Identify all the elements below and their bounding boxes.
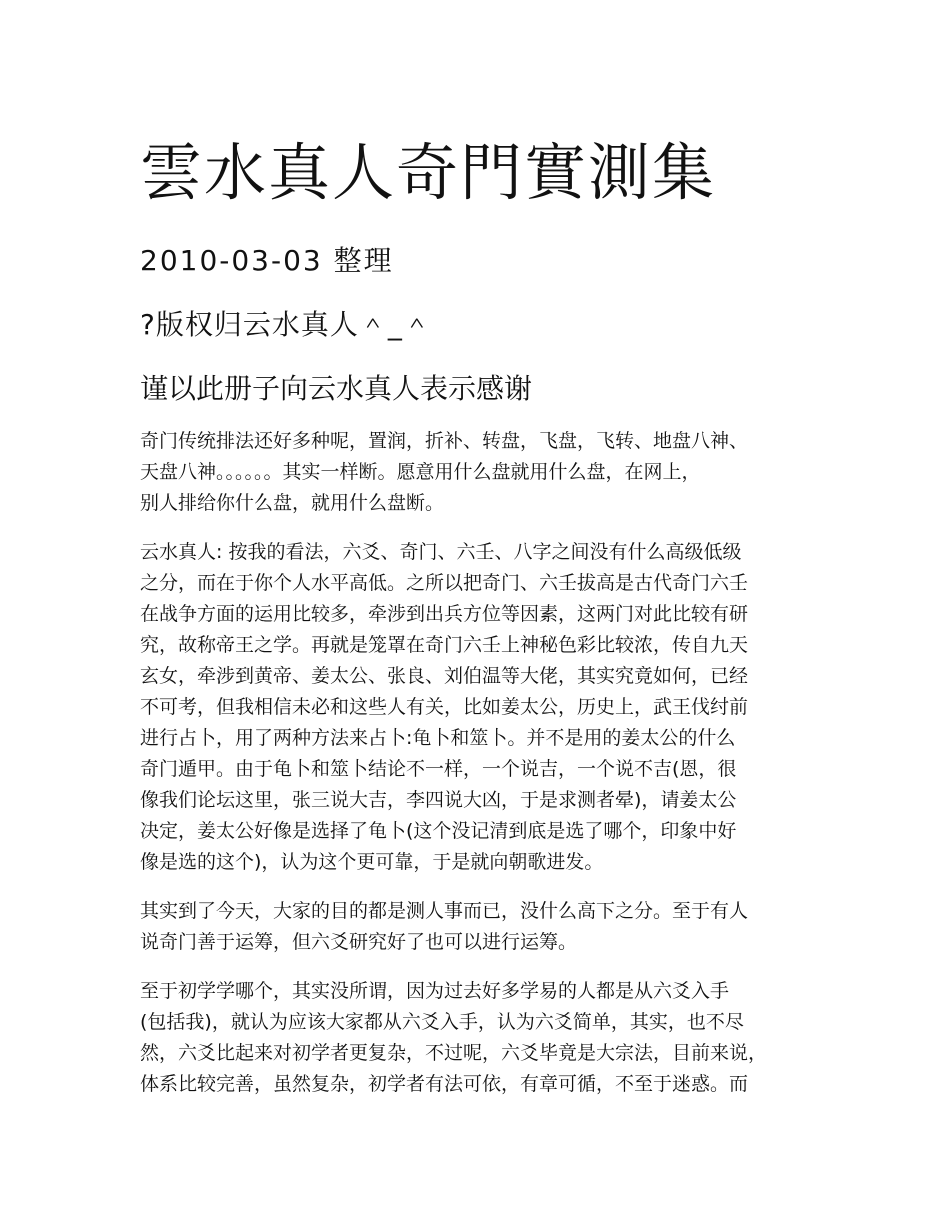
paragraph-line: 至于初学学哪个，其实没所谓，因为过去好多学易的人都是从六爻入手: [140, 980, 730, 1002]
paragraph-line: 别人排给你什么盘，就用什么盘断。: [140, 492, 445, 514]
document-date: 2010-03-03 整理: [140, 244, 394, 277]
paragraph-line: 在战争方面的运用比较多，牵涉到出兵方位等因素，这两门对此比较有研: [140, 603, 749, 625]
paragraph-line: 像我们论坛这里，张三说大吉，李四说大凶，于是求测者晕)，请姜太公: [140, 789, 737, 811]
document-page: [140, 138, 830, 1118]
body-paragraph: [140, 976, 830, 1100]
paragraph-line: 天盘八神。。。。。。其实一样断。愿意用什么盘就用什么盘，在网上，: [140, 461, 701, 483]
body-text: [140, 426, 830, 1100]
paragraph-line: 决定，姜太公好像是选择了龟卜(这个没记清到底是选了哪个，印象中好: [140, 820, 737, 842]
paragraph-line: 进行占卜，用了两种方法来占卜:龟卜和筮卜。并不是用的姜太公的什么: [140, 727, 736, 749]
paragraph-line: 奇门传统排法还好多种呢，置润，折补、转盘，飞盘，飞转、地盘八神、: [140, 430, 749, 452]
paragraph-line: 之分，而在于你个人水平高低。之所以把奇门、六壬拔高是古代奇门六壬: [140, 572, 749, 594]
body-paragraph: [140, 537, 830, 878]
paragraph-line: (包括我)，就认为应该大家都从六爻入手，认为六爻简单，其实，也不尽: [140, 1011, 744, 1033]
copyright-notice: ?版权归云水真人＾_＾: [140, 308, 432, 341]
paragraph-line: 其实到了今天，大家的目的都是测人事而已，没什么高下之分。至于有人: [140, 900, 749, 922]
paragraph-line: 体系比较完善，虽然复杂，初学者有法可依，有章可循，不至于迷惑。而: [140, 1073, 749, 1095]
paragraph-line: 究，故称帝王之学。再就是笼罩在奇门六壬上神秘色彩比较浓，传自九天: [140, 634, 749, 656]
paragraph-line: 然，六爻比起来对初学者更复杂，不过呢，六爻毕竟是大宗法，目前来说，: [140, 1042, 768, 1064]
paragraph-line: 不可考，但我相信未必和这些人有关，比如姜太公，历史上，武王伐纣前: [140, 696, 749, 718]
body-paragraph: [140, 896, 830, 958]
paragraph-line: 说奇门善于运筹，但六爻研究好了也可以进行运筹。: [140, 931, 578, 953]
paragraph-line: 奇门遁甲。由于龟卜和筮卜结论不一样，一个说吉，一个说不吉(恩，很: [140, 758, 737, 780]
dedication-heading: 谨以此册子向云水真人表示感谢: [140, 372, 533, 405]
body-paragraph: [140, 426, 830, 519]
document-title: 雲水真人奇門實測集: [140, 136, 717, 209]
paragraph-line: 像是选的这个)，认为这个更可靠，于是就向朝歌进发。: [140, 851, 604, 873]
paragraph-line: 玄女，牵涉到黄帝、姜太公、张良、刘伯温等大佬，其实究竟如何，已经: [140, 665, 749, 687]
paragraph-line: 云水真人: 按我的看法，六爻、奇门、六壬、八字之间没有什么高级低级: [140, 541, 742, 563]
